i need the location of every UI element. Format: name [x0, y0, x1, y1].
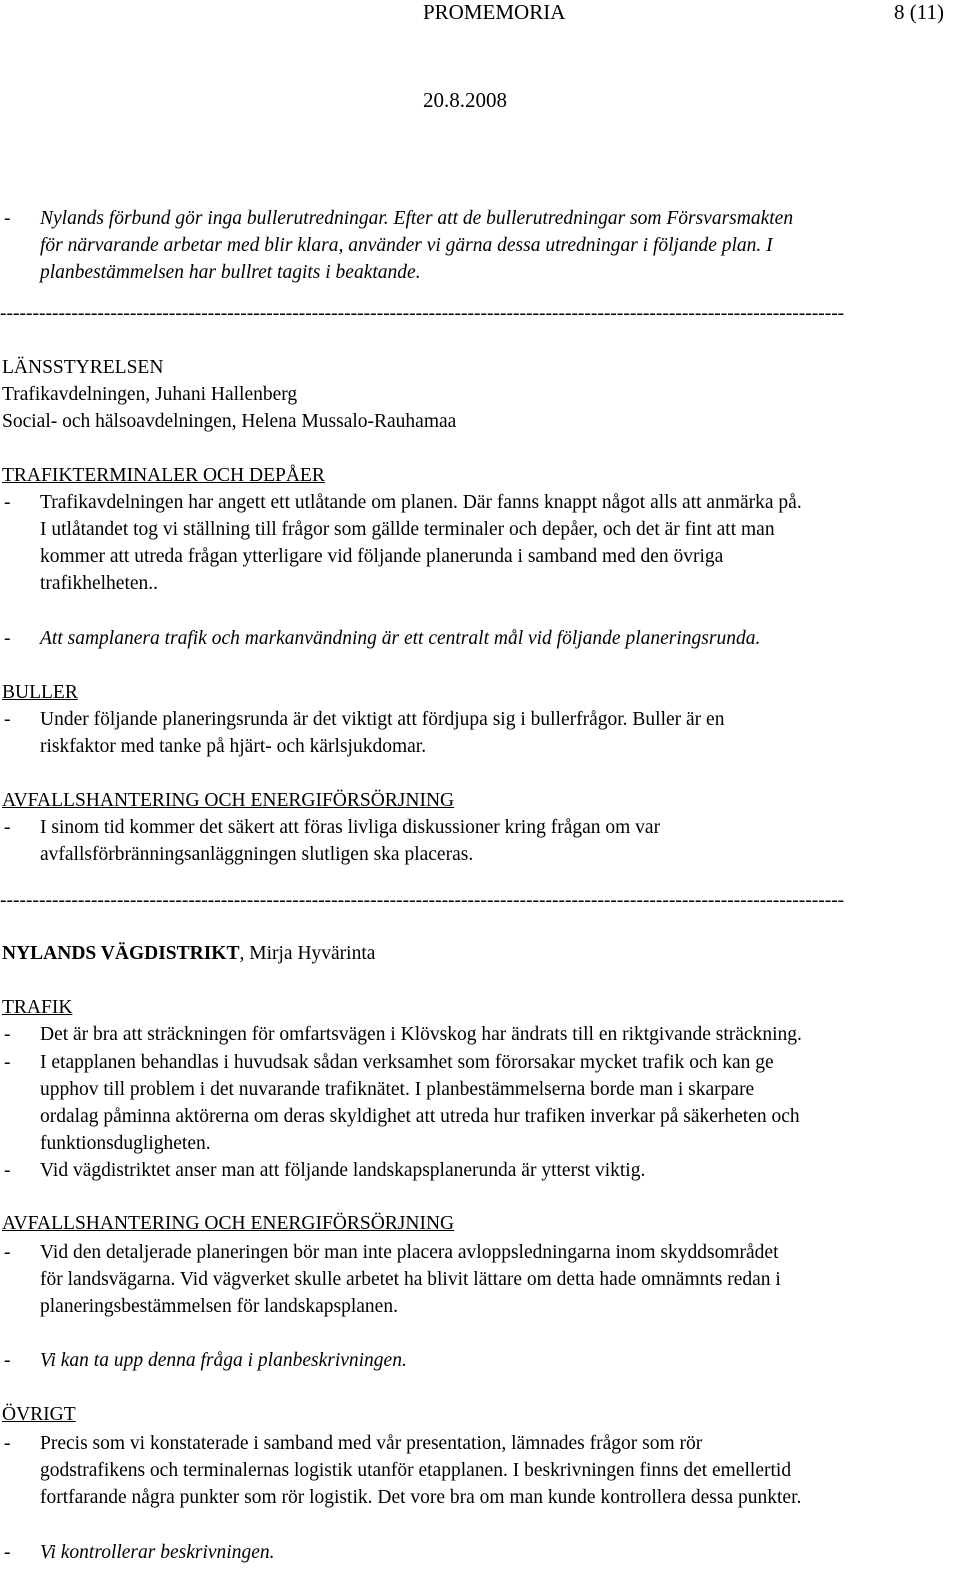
intro-line: för närvarande arbetar med blir klara, använder vi gärna dessa utredningar i följande plan. I: [40, 235, 773, 256]
reply-line: Vi kan ta upp denna fråga i planbeskrivningen.: [40, 1350, 407, 1371]
subheading-ovrigt: ÖVRIGT: [2, 1404, 76, 1425]
item-line: godstrafikens och terminalernas logistik utanför etapplanen. I beskrivningen finns det emellertid: [40, 1460, 792, 1481]
bullet-dash: -: [4, 1024, 11, 1045]
intro-line: planbestämmelsen har bullret tagits i beaktande.: [40, 262, 421, 283]
item-line: Det är bra att sträckningen för omfartsvägen i Klövskog har ändrats till en riktgivande sträckning.: [40, 1024, 802, 1045]
separator-line: ----------------------------------------------------------------------------------------------------------------------------------: [0, 303, 845, 324]
reply-line: Vi kontrollerar beskrivningen.: [40, 1542, 275, 1563]
page-number: 8 (11): [894, 0, 944, 24]
item-line: fortfarande några punkter som rör logistik. Det vore bra om man kunde kontrollera dessa punkter.: [40, 1487, 802, 1508]
subheading-trafikterminaler: TRAFIKTERMINALER OCH DEPÅER: [2, 465, 325, 486]
item-line: I etapplanen behandlas i huvudsak sådan verksamhet som förorsakar mycket trafik och kan ge: [40, 1052, 774, 1073]
bullet-dash: -: [4, 492, 11, 513]
intro-line: Nylands förbund gör inga bullerutredningar. Efter att de bullerutredningar som Försvarsmakten: [40, 208, 794, 229]
item-line: planeringsbestämmelsen för landskapsplanen.: [40, 1296, 398, 1317]
item-line: riskfaktor med tanke på hjärt- och kärlsjukdomar.: [40, 736, 427, 757]
item-line: upphov till problem i det nuvarande trafiknätet. I planbestämmelserna borde man i skarpare: [40, 1079, 755, 1100]
document-date: 20.8.2008: [423, 88, 507, 112]
item-line: Trafikavdelningen har angett ett utlåtande om planen. Där fanns knappt något alls att anmärka på.: [40, 492, 802, 513]
item-line: Precis som vi konstaterade i samband med vår presentation, lämnades frågor som rör: [40, 1433, 703, 1454]
bullet-dash: -: [4, 1433, 11, 1454]
item-line: för landsvägarna. Vid vägverket skulle arbetet ha blivit lättare om detta hade omnämnts redan i: [40, 1269, 781, 1290]
separator-line: ----------------------------------------------------------------------------------------------------------------------------------: [0, 890, 845, 911]
section-title-vagdistrikt: NYLANDS VÄGDISTRIKT: [2, 943, 240, 964]
subheading-avfallshantering: AVFALLSHANTERING OCH ENERGIFÖRSÖRJNING: [2, 790, 455, 811]
document-title: PROMEMORIA: [423, 0, 566, 24]
bullet-dash: -: [4, 208, 11, 229]
item-line: Vid den detaljerade planeringen bör man inte placera avloppsledningarna inom skyddsområdet: [40, 1242, 779, 1263]
subheading-trafik: TRAFIK: [2, 997, 73, 1018]
item-line: ordalag påminna aktörerna om deras skyldighet att utreda hur trafiken inverkar på säkerheten och: [40, 1106, 800, 1127]
item-line: Under följande planeringsrunda är det viktigt att fördjupa sig i bullerfrågor. Buller är en: [40, 709, 725, 730]
reply-line: Att samplanera trafik och markanvändning är ett centralt mål vid följande planeringsrunda.: [40, 628, 761, 649]
section-title-lansstyrelsen: LÄNSSTYRELSEN: [2, 357, 164, 378]
contact-line: , Mirja Hyvärinta: [239, 943, 376, 964]
item-line: trafikhelheten..: [40, 573, 159, 594]
item-line: funktionsdugligheten.: [40, 1133, 211, 1154]
subheading-avfallshantering: AVFALLSHANTERING OCH ENERGIFÖRSÖRJNING: [2, 1213, 455, 1234]
item-line: kommer att utreda frågan ytterligare vid följande planerunda i samband med den övriga: [40, 546, 724, 567]
bullet-dash: -: [4, 817, 11, 838]
bullet-dash: -: [4, 1052, 11, 1073]
item-line: I utlåtandet tog vi ställning till frågor som gällde terminaler och depåer, och det är fint att man: [40, 519, 775, 540]
bullet-dash: -: [4, 709, 11, 730]
section-heading-vagdistrikt: [2, 940, 375, 967]
bullet-dash: -: [4, 628, 11, 649]
contact-line: Trafikavdelningen, Juhani Hallenberg: [2, 384, 298, 405]
subheading-buller: BULLER: [2, 682, 78, 703]
bullet-dash: -: [4, 1350, 11, 1371]
item-line: avfallsförbränningsanläggningen slutligen ska placeras.: [40, 844, 474, 865]
contact-line: Social- och hälsoavdelningen, Helena Mussalo-Rauhamaa: [2, 411, 457, 432]
bullet-dash: -: [4, 1160, 11, 1181]
item-line: Vid vägdistriktet anser man att följande landskapsplanerunda är ytterst viktig.: [40, 1160, 646, 1181]
bullet-dash: -: [4, 1542, 11, 1563]
item-line: I sinom tid kommer det säkert att föras livliga diskussioner kring frågan om var: [40, 817, 661, 838]
bullet-dash: -: [4, 1242, 11, 1263]
